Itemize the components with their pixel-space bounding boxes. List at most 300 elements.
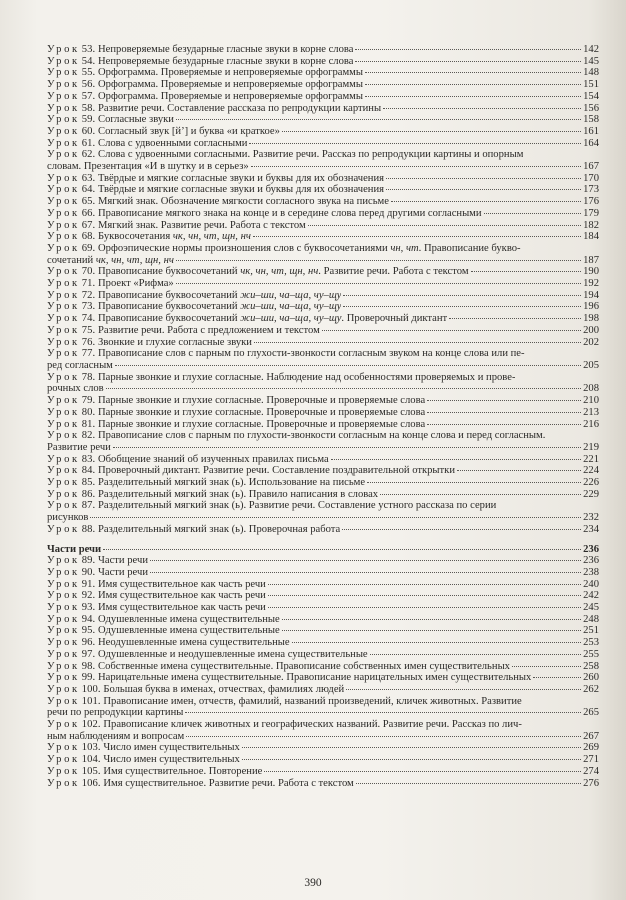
entry-text: Правописание слов с парным по глухости-звонкости согласным на конце слова и перед согласным. [98, 430, 546, 442]
entry-page: 158 [583, 114, 599, 126]
entry-text: Развитие речи. Работа с предложением и текстом [98, 324, 320, 336]
toc-entry [47, 348, 599, 371]
entry-page: 234 [583, 523, 599, 535]
lesson-label [47, 590, 98, 602]
toc-entry [47, 766, 599, 778]
lesson-word: Урок [47, 90, 80, 102]
lesson-word: Урок [47, 137, 80, 149]
lesson-word: Урок [47, 406, 80, 418]
entry-text: Одушевленные имена существительные [98, 625, 280, 637]
entry-text: Развитие речи [47, 441, 111, 453]
entry-line [47, 301, 599, 313]
lesson-number: 67. [81, 219, 99, 231]
entry-text: Большая буква в именах, отчествах, фамилиях людей [103, 683, 345, 695]
lesson-word: Урок [47, 477, 80, 489]
lesson-label [47, 614, 98, 626]
entry-line [47, 742, 599, 754]
entry-page: 267 [583, 730, 599, 742]
entry-last-line [47, 360, 599, 372]
italic-letters: жи–ши, ча–ща, чу–щу [240, 301, 342, 313]
entry-page: 173 [583, 184, 599, 196]
lesson-word: Урок [47, 453, 80, 465]
entry-page: 251 [583, 625, 599, 637]
toc-entry [47, 114, 599, 126]
entry-text: Орфограмма. Проверяемые и непроверяемые орфограммы [98, 79, 363, 91]
toc-entry [47, 184, 599, 196]
lesson-word: Урок [47, 555, 80, 567]
entry-text: Непроверяемые безударные гласные звуки в корне слова [98, 55, 354, 67]
lesson-label [47, 696, 103, 708]
entry-text: Парные звонкие и глухие согласные. Наблюдение над особенностями проверяемых и прове- [98, 371, 516, 383]
toc-entry [47, 465, 599, 477]
lesson-label [47, 477, 98, 489]
toc-entry [47, 243, 599, 266]
lesson-word: Урок [47, 418, 80, 430]
entry-line [47, 278, 599, 290]
lesson-number: 62. [81, 149, 99, 161]
entry-page: 245 [583, 602, 599, 614]
lesson-number: 58. [81, 102, 99, 114]
lesson-number: 75. [81, 324, 99, 336]
toc-entry [47, 579, 599, 591]
entry-text: ред согласным [47, 359, 113, 371]
entry-text: Буквосочетания чк, чн, чт, щн, нч [98, 231, 251, 243]
lesson-label [47, 278, 98, 290]
lesson-label [47, 684, 103, 696]
lesson-word: Урок [47, 44, 80, 55]
entry-page: 202 [583, 336, 599, 348]
lesson-label [47, 555, 98, 567]
lesson-word: Урок [47, 742, 80, 754]
lessons-list [47, 44, 599, 536]
toc-entry [47, 266, 599, 278]
entry-line [47, 44, 599, 56]
lesson-word: Урок [47, 660, 80, 672]
lesson-number: 78. [81, 371, 99, 383]
toc-entry [47, 454, 599, 466]
toc-entry [47, 337, 599, 349]
toc-entry [47, 173, 599, 185]
lesson-label [47, 149, 98, 161]
lesson-number: 59. [81, 114, 99, 126]
entry-last-line [47, 442, 599, 454]
lesson-word: Урок [47, 219, 80, 231]
lesson-word: Урок [47, 289, 80, 301]
entry-text: рочных слов [47, 383, 104, 395]
entry-first-line [47, 243, 599, 255]
lesson-word: Урок [47, 754, 80, 766]
entry-text: Непроверяемые безударные гласные звуки в корне слова [98, 44, 354, 55]
toc-entry [47, 661, 599, 673]
entry-line [47, 126, 599, 138]
lesson-number: 89. [81, 555, 99, 567]
lesson-label [47, 184, 98, 196]
entry-page: 190 [583, 266, 599, 278]
entry-text: Части речи [98, 555, 148, 567]
entry-line [47, 602, 599, 614]
page-number: 390 [304, 877, 322, 889]
entry-line [47, 672, 599, 684]
entry-text: речи по репродукции картины [47, 707, 184, 719]
lesson-label [47, 56, 98, 68]
lesson-label [47, 430, 98, 442]
lesson-label [47, 579, 98, 591]
toc-entry [47, 290, 599, 302]
entry-line [47, 524, 599, 536]
lesson-label [47, 649, 98, 661]
toc-entry [47, 44, 599, 56]
lesson-number: 65. [81, 196, 99, 208]
toc-entry [47, 103, 599, 115]
lesson-word: Урок [47, 242, 80, 254]
entry-line [47, 684, 599, 696]
entry-line [47, 465, 599, 477]
lesson-label [47, 173, 98, 185]
entry-line [47, 220, 599, 232]
lesson-number: 101. [81, 695, 104, 707]
toc-entry [47, 754, 599, 766]
toc-entry [47, 419, 599, 431]
lesson-number: 80. [81, 406, 99, 418]
lesson-number: 66. [81, 207, 99, 219]
lesson-word: Урок [47, 465, 80, 477]
lesson-label [47, 661, 98, 673]
lesson-label [47, 301, 98, 313]
entry-line [47, 266, 599, 278]
entry-page: 240 [583, 578, 599, 590]
lesson-word: Урок [47, 683, 80, 695]
entry-page: 170 [583, 172, 599, 184]
lesson-label [47, 602, 98, 614]
entry-page: 236 [583, 555, 599, 567]
entry-line [47, 231, 599, 243]
lesson-word: Урок [47, 336, 80, 348]
toc-entry [47, 67, 599, 79]
entry-text: Правописание буквосочетаний жи–ши, ча–ща, чу–щу [98, 289, 342, 301]
lesson-label [47, 567, 98, 579]
entry-text: Мягкий знак. Развитие речи. Работа с текстом [98, 219, 306, 231]
lesson-label [47, 266, 98, 278]
toc-entry [47, 79, 599, 91]
entry-page: 216 [583, 418, 599, 430]
lesson-number: 77. [81, 348, 99, 360]
entry-line [47, 114, 599, 126]
entry-line [47, 79, 599, 91]
lesson-number: 84. [81, 465, 99, 477]
italic-letters: чн, чт [390, 242, 419, 254]
lesson-number: 74. [81, 313, 99, 325]
entry-line [47, 56, 599, 68]
lesson-number: 83. [81, 453, 99, 465]
entry-page: 167 [583, 161, 599, 173]
toc-entry [47, 637, 599, 649]
lesson-word: Урок [47, 637, 80, 649]
lesson-word: Урок [47, 371, 80, 383]
lesson-label [47, 454, 98, 466]
entry-line [47, 649, 599, 661]
lesson-number: 69. [81, 242, 99, 254]
entry-page: 269 [583, 742, 599, 754]
lesson-label [47, 524, 98, 536]
lesson-number: 99. [81, 672, 99, 684]
lesson-label [47, 325, 98, 337]
lesson-label [47, 625, 98, 637]
lesson-word: Урок [47, 430, 80, 442]
entry-page: 198 [583, 313, 599, 325]
entry-page: 219 [583, 441, 599, 453]
entry-line [47, 477, 599, 489]
lesson-label [47, 672, 98, 684]
lesson-number: 60. [81, 125, 99, 137]
entry-text: Обобщение знаний об изученных правилах письма [98, 453, 329, 465]
entry-text: Имя существительное как часть речи [98, 578, 266, 590]
toc-entry [47, 524, 599, 536]
entry-line [47, 196, 599, 208]
lesson-number: 91. [81, 578, 99, 590]
lesson-label [47, 489, 98, 501]
entry-text: Неодушевленные имена существительные [98, 637, 290, 649]
entry-first-line [47, 719, 599, 731]
entry-first-line [47, 149, 599, 161]
entry-line [47, 590, 599, 602]
lesson-number: 86. [81, 488, 99, 500]
lesson-label [47, 778, 103, 790]
lesson-number: 64. [81, 184, 99, 196]
lesson-word: Урок [47, 114, 80, 126]
lesson-number: 72. [81, 289, 99, 301]
entry-page: 255 [583, 648, 599, 660]
entry-page: 274 [583, 765, 599, 777]
lesson-label [47, 742, 103, 754]
entry-page: 221 [583, 453, 599, 465]
entry-text: Разделительный мягкий знак (ь). Проверочная работа [98, 523, 341, 535]
lesson-number: 92. [81, 590, 99, 602]
entry-first-line [47, 500, 599, 512]
entry-text: Согласный звук [й’] и буква «и краткое» [98, 125, 280, 137]
toc-entry [47, 590, 599, 602]
entry-page: 154 [583, 90, 599, 102]
toc-entry [47, 555, 599, 567]
lesson-number: 88. [81, 523, 99, 535]
entry-last-line [47, 255, 599, 267]
entry-page: 156 [583, 102, 599, 114]
entry-page: 164 [583, 137, 599, 149]
entry-line [47, 454, 599, 466]
entry-page: 187 [583, 254, 599, 266]
entry-last-line [47, 731, 599, 743]
entry-page: 242 [583, 590, 599, 602]
table-of-contents [47, 44, 599, 789]
toc-entry [47, 313, 599, 325]
entry-text: Твёрдые и мягкие согласные звуки и буквы для их обозначения [98, 184, 384, 196]
entry-line [47, 637, 599, 649]
lesson-word: Урок [47, 488, 80, 500]
section-page: 236 [583, 543, 599, 555]
italic-letters: жи–ши, ча–ща, чу–щу [240, 289, 342, 301]
toc-entry [47, 278, 599, 290]
lesson-label [47, 754, 103, 766]
entry-page: 182 [583, 219, 599, 231]
entry-text: Части речи [98, 566, 148, 578]
entry-text: ным наблюдениям и вопросам [47, 730, 185, 742]
entry-text: Нарицательные имена существительные. Правописание нарицательных имен существительных [98, 672, 532, 684]
toc-entry [47, 719, 599, 742]
entry-text: Одушевленные имена существительные [98, 613, 280, 625]
lesson-word: Урок [47, 777, 80, 789]
lesson-label [47, 44, 98, 56]
entry-line [47, 67, 599, 79]
entry-text: Одушевленные и неодушевленные имена существительные [98, 648, 368, 660]
entry-text: Парные звонкие и глухие согласные. Проверочные и проверяемые слова [98, 395, 426, 407]
lesson-word: Урок [47, 184, 80, 196]
italic-letters: жи–ши, ча–ща, чу–щу [240, 313, 342, 325]
entry-text: Парные звонкие и глухие согласные. Проверочные и проверяемые слова [98, 406, 426, 418]
entry-line [47, 579, 599, 591]
entry-first-line [47, 372, 599, 384]
entry-page: 213 [583, 406, 599, 418]
entry-text: Слова с удвоенными согласными [98, 137, 248, 149]
entry-text: Разделительный мягкий знак (ь). Правило написания в словах [98, 488, 379, 500]
lesson-word: Урок [47, 172, 80, 184]
entry-page: 161 [583, 125, 599, 137]
entry-line [47, 337, 599, 349]
toc-entry [47, 91, 599, 103]
toc-entry [47, 56, 599, 68]
lesson-word: Урок [47, 102, 80, 114]
lesson-number: 98. [81, 660, 99, 672]
lesson-number: 56. [81, 79, 99, 91]
lesson-label [47, 465, 98, 477]
entry-first-line [47, 696, 599, 708]
toc-entry [47, 696, 599, 719]
lesson-word: Урок [47, 324, 80, 336]
entry-text: Орфограмма. Проверяемые и непроверяемые орфограммы [98, 90, 363, 102]
lesson-word: Урок [47, 672, 80, 684]
lesson-word: Урок [47, 602, 80, 614]
entry-page: 232 [583, 512, 599, 524]
lesson-label [47, 220, 98, 232]
lesson-word: Урок [47, 523, 80, 535]
entry-text: Правописание буквосочетаний жи–ши, ча–ща, чу–щу [98, 301, 342, 313]
lesson-number: 93. [81, 602, 99, 614]
lesson-label [47, 138, 98, 150]
entry-page: 229 [583, 488, 599, 500]
entry-page: 258 [583, 660, 599, 672]
lessons-list-parts-of-speech [47, 555, 599, 789]
entry-page: 248 [583, 613, 599, 625]
entry-text: Орфоэпические нормы произношения слов с буквосочетаниями чн, чт. Правописание букво- [98, 242, 521, 254]
lesson-label [47, 372, 98, 384]
entry-text: Развитие речи. Составление рассказа по репродукции картины [98, 102, 382, 114]
lesson-number: 105. [81, 765, 104, 777]
entry-first-line [47, 348, 599, 360]
entry-text: Проект «Рифма» [98, 278, 174, 290]
lesson-label [47, 766, 103, 778]
entry-line [47, 778, 599, 790]
lesson-number: 90. [81, 566, 99, 578]
italic-letters: чк, чн, чт, щн, нч [240, 266, 319, 278]
entry-text: Твёрдые и мягкие согласные звуки и буквы для их обозначения [98, 172, 384, 184]
lesson-number: 81. [81, 418, 99, 430]
entry-page: 194 [583, 289, 599, 301]
lesson-number: 68. [81, 231, 99, 243]
toc-entry [47, 138, 599, 150]
entry-last-line [47, 383, 599, 395]
lesson-word: Урок [47, 590, 80, 602]
lesson-label [47, 500, 98, 512]
lesson-word: Урок [47, 719, 80, 731]
lesson-word: Урок [47, 625, 80, 637]
entry-text: Мягкий знак. Обозначение мягкости согласного звука на письме [98, 196, 389, 208]
lesson-word: Урок [47, 648, 80, 660]
lesson-label [47, 407, 98, 419]
entry-line [47, 184, 599, 196]
toc-entry [47, 220, 599, 232]
entry-text: Согласные звуки [98, 114, 174, 126]
entry-last-line [47, 161, 599, 173]
lesson-word: Урок [47, 207, 80, 219]
lesson-number: 54. [81, 55, 99, 67]
entry-line [47, 407, 599, 419]
lesson-word: Урок [47, 79, 80, 91]
lesson-label [47, 337, 98, 349]
entry-line [47, 754, 599, 766]
lesson-number: 55. [81, 67, 99, 79]
toc-entry [47, 372, 599, 395]
entry-page: 196 [583, 301, 599, 313]
entry-text: Имя существительное. Повторение [103, 765, 263, 777]
italic-letters: чк, чн, чт, щн, нч [172, 231, 251, 243]
entry-text: Проверочный диктант. Развитие речи. Составление поздравительной открытки [98, 465, 455, 477]
entry-line [47, 614, 599, 626]
lesson-word: Урок [47, 566, 80, 578]
entry-text: Разделительный мягкий знак (ь). Использование на письме [98, 477, 366, 489]
entry-page: 253 [583, 637, 599, 649]
entry-text: Имя существительное. Развитие речи. Работа с текстом [103, 777, 354, 789]
entry-page: 210 [583, 395, 599, 407]
lesson-label [47, 126, 98, 138]
section-title: Части речи [47, 543, 102, 555]
entry-text: Слова с удвоенными согласными. Развитие речи. Рассказ по репродукции картины и опорным [98, 149, 524, 161]
entry-text: Правописание слов с парным по глухости-звонкости согласным звуком на конце слова или пе- [98, 348, 525, 360]
toc-entry [47, 430, 599, 453]
entry-page: 176 [583, 196, 599, 208]
lesson-word: Урок [47, 695, 80, 707]
toc-entry [47, 684, 599, 696]
toc-entry [47, 672, 599, 684]
entry-page: 200 [583, 324, 599, 336]
entry-last-line [47, 707, 599, 719]
entry-page: 271 [583, 754, 599, 766]
entry-line [47, 313, 599, 325]
entry-page: 184 [583, 231, 599, 243]
lesson-number: 96. [81, 637, 99, 649]
lesson-number: 82. [81, 430, 99, 442]
entry-text: Правописание буквосочетаний чк, чн, чт, щн, нч. Развитие речи. Работа с текстом [98, 266, 469, 278]
entry-line [47, 766, 599, 778]
lesson-number: 94. [81, 613, 99, 625]
toc-entry [47, 126, 599, 138]
lesson-word: Урок [47, 395, 80, 407]
entry-first-line [47, 430, 599, 442]
lesson-word: Урок [47, 55, 80, 67]
toc-entry [47, 742, 599, 754]
entry-line [47, 290, 599, 302]
entry-page: 151 [583, 79, 599, 91]
lesson-label [47, 196, 98, 208]
entry-text: Правописание кличек животных и географических названий. Развитие речи. Рассказ по лич- [103, 719, 522, 731]
toc-entry [47, 325, 599, 337]
